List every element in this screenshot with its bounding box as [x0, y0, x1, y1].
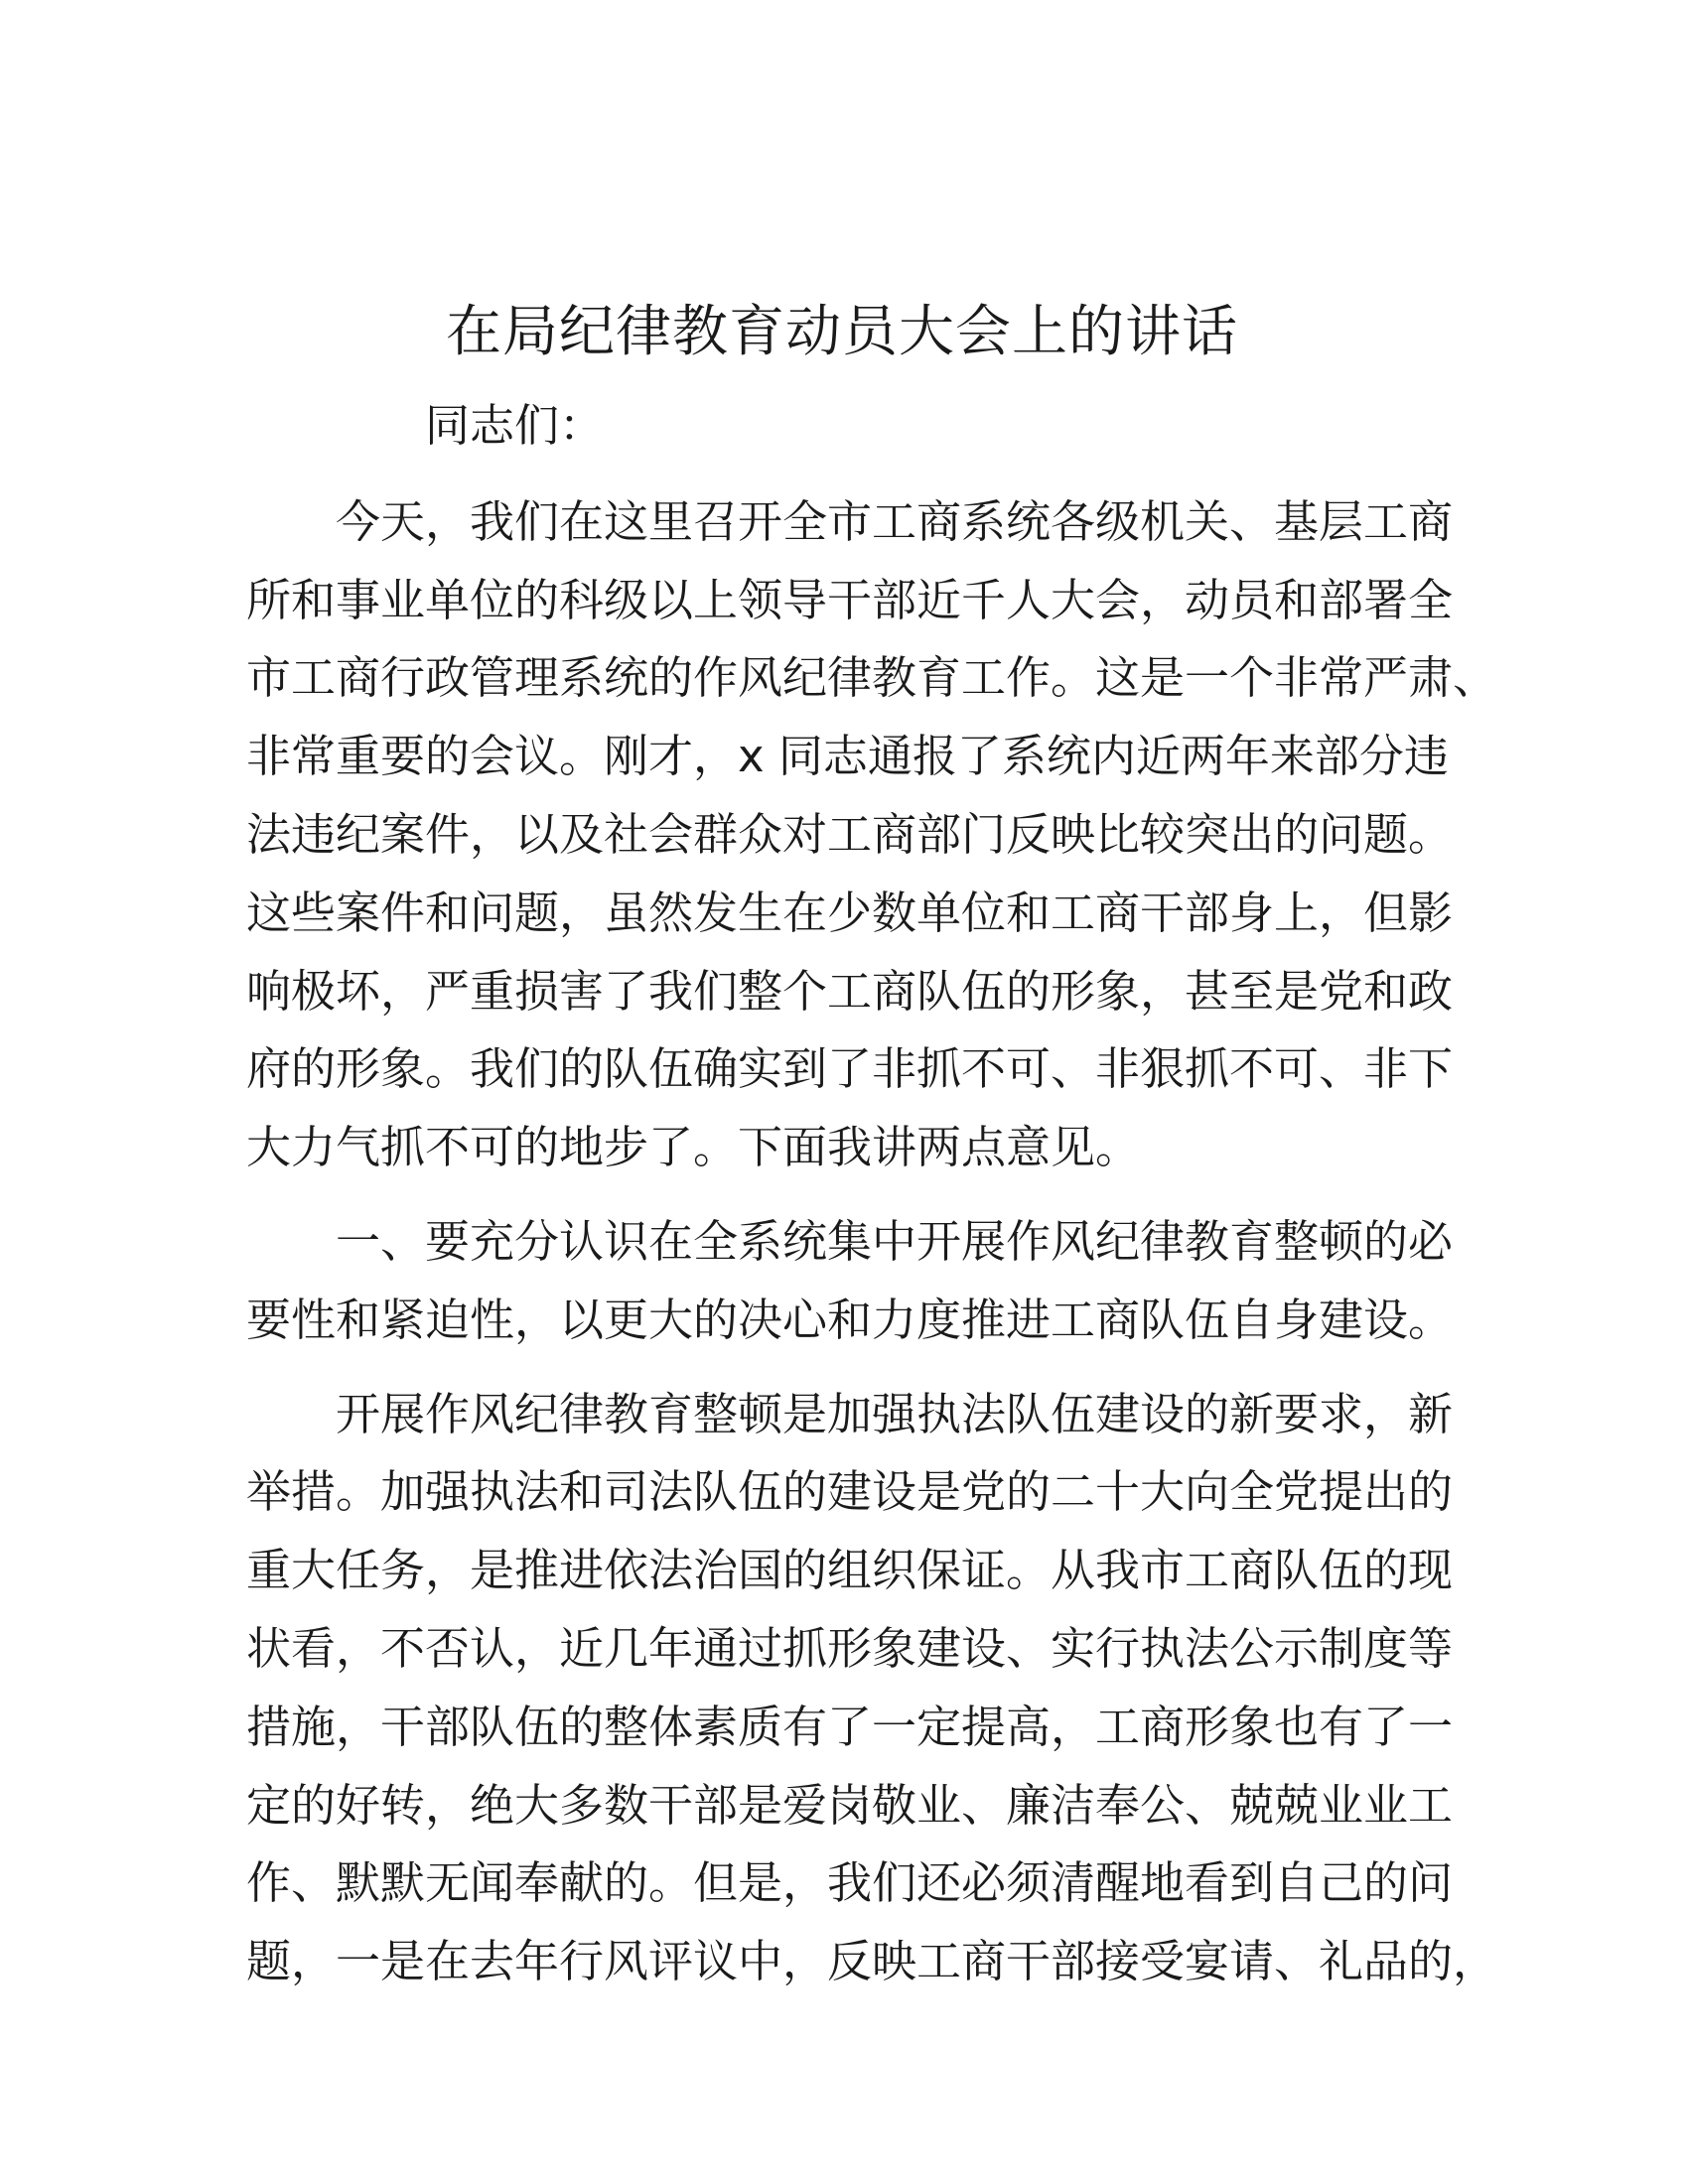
section-heading-1	[246, 1203, 1454, 1360]
paragraph-line: 响极坏，严重损害了我们整个工商队伍的形象，甚至是党和政	[246, 964, 1454, 1018]
paragraph-intro	[246, 483, 1498, 1187]
paragraph-line: 开展作风纪律教育整顿是加强执法队伍建设的新要求，新	[336, 1387, 1454, 1440]
paragraph-line: 定的好转，绝大多数干部是爱岗敬业、廉洁奉公、兢兢业业工	[246, 1778, 1454, 1832]
paragraph-line: 重大任务，是推进依法治国的组织保证。从我市工商队伍的现	[246, 1544, 1454, 1597]
paragraph-line: 府的形象。我们的队伍确实到了非抓不可、非狠抓不可、非下	[246, 1042, 1454, 1096]
document-title: 在局纪律教育动员大会上的讲话	[446, 300, 1238, 364]
greeting-text: 同志们：	[425, 399, 605, 452]
paragraph-line: 题，一是在去年行风评议中，反映工商干部接受宴请、礼品的，	[246, 1935, 1498, 1988]
paragraph-line: 大力气抓不可的地步了。下面我讲两点意见。	[246, 1121, 1141, 1174]
heading-line: 要性和紧迫性，以更大的决心和力度推进工商队伍自身建设。	[246, 1293, 1454, 1346]
paragraph-line: 所和事业单位的科级以上领导干部近千人大会，动员和部署全	[246, 573, 1454, 626]
paragraph-line: 非常重要的会议。刚才，x 同志通报了系统内近两年来部分违	[246, 730, 1449, 783]
paragraph-line: 状看，不否认，近几年通过抓形象建设、实行执法公示制度等	[246, 1621, 1454, 1675]
paragraph-line: 作、默默无闻奉献的。但是，我们还必须清醒地看到自己的问	[246, 1856, 1454, 1910]
paragraph-line: 这些案件和问题，虽然发生在少数单位和工商干部身上，但影	[246, 886, 1454, 939]
paragraph-section-1	[246, 1376, 1498, 2001]
paragraph-line: 举措。加强执法和司法队伍的建设是党的二十大向全党提出的	[246, 1465, 1454, 1519]
paragraph-line: 措施，干部队伍的整体素质有了一定提高，工商形象也有了一	[246, 1700, 1454, 1753]
paragraph-line: 市工商行政管理系统的作风纪律教育工作。这是一个非常严肃、	[246, 651, 1498, 705]
paragraph-line: 今天，我们在这里召开全市工商系统各级机关、基层工商	[336, 494, 1454, 548]
paragraph-line: 法违纪案件，以及社会群众对工商部门反映比较突出的问题。	[246, 807, 1454, 861]
heading-line: 一、要充分认识在全系统集中开展作风纪律教育整顿的必	[336, 1214, 1454, 1268]
document-body	[246, 288, 1498, 2001]
greeting	[246, 387, 1438, 466]
